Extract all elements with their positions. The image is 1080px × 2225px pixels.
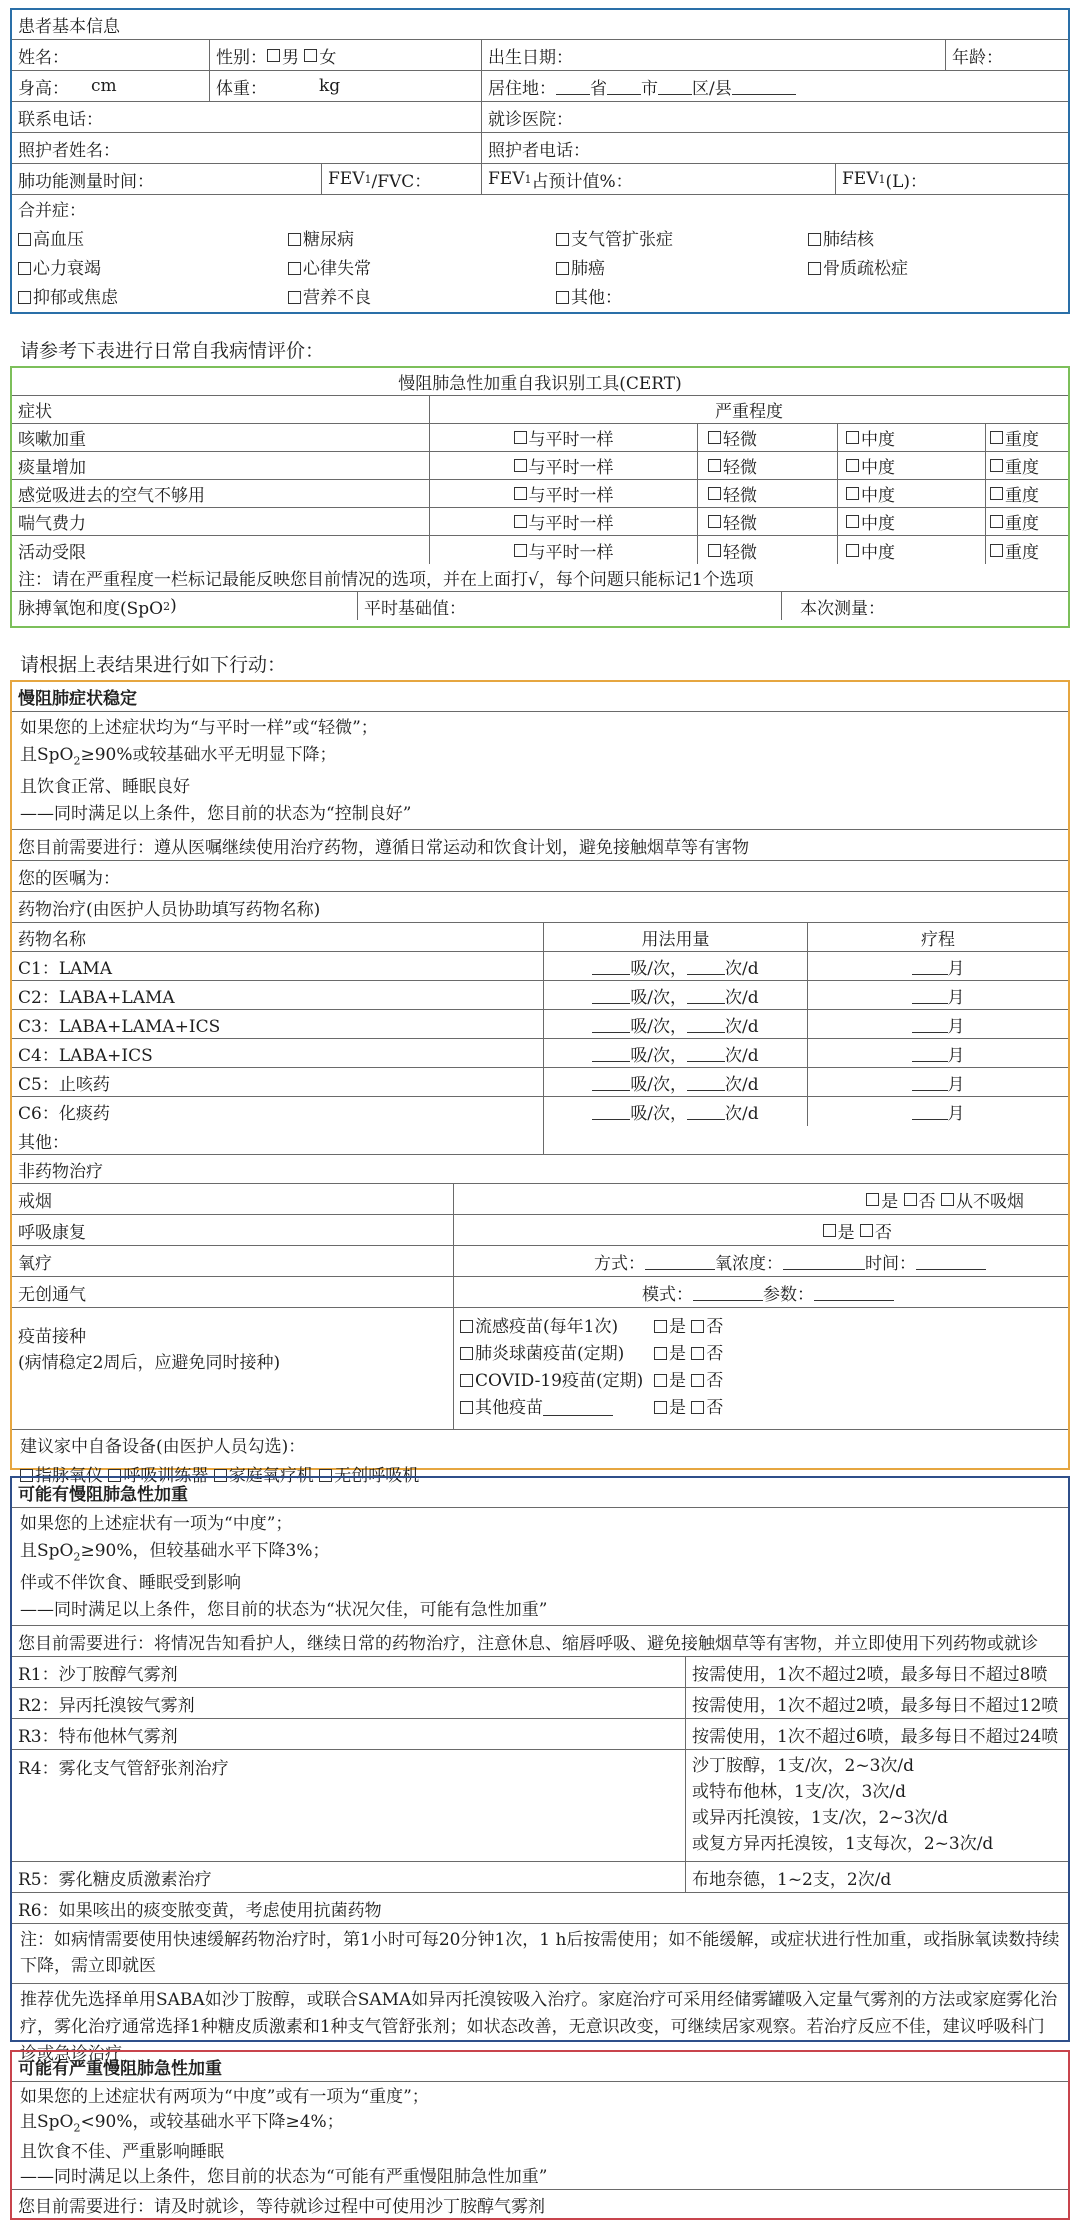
fev-pred-label: FEV <box>488 169 525 189</box>
mild-option[interactable] <box>698 424 838 451</box>
month-unit: 月 <box>947 958 965 979</box>
possible-cond4: ——同时满足以上条件，您目前的状态为“状况欠佳，可能有急性加重” <box>20 1600 548 1621</box>
equipment-title: 建议家中自备设备(由医护人员勾选)： <box>20 1437 306 1457</box>
vaccine-yes-label: 是 <box>669 1398 686 1418</box>
vaccine-note: (病情稳定2周后，应避免同时接种) <box>18 1353 281 1373</box>
moderate-option[interactable] <box>838 424 986 451</box>
mild-option[interactable] <box>698 536 838 564</box>
same-option[interactable] <box>430 508 698 535</box>
moderate-label: 中度 <box>861 514 895 534</box>
depression-option[interactable] <box>18 284 288 313</box>
symptom-name: 活动受限 <box>12 536 430 564</box>
tuberculosis-option[interactable] <box>808 226 874 255</box>
r4-usage <box>686 1750 1068 1861</box>
spo2-text: 脉搏氧饱和度(SpO <box>18 598 164 619</box>
vaccine-yes-checkbox[interactable] <box>654 1320 667 1333</box>
same-label: 与平时一样 <box>528 458 614 478</box>
severe-cond1: 如果您的上述症状有两项为“中度”或有一项为“重度”； <box>20 2087 429 2107</box>
smoke-yes-label: 是 <box>881 1191 899 1212</box>
drug-name: C1：LAMA <box>12 952 544 980</box>
gender-label: 性别： <box>216 47 267 68</box>
action-intro: 请根据上表结果进行如下行动： <box>20 654 287 676</box>
times-unit: 次/d <box>725 987 759 1008</box>
stable-conditions <box>12 712 1068 830</box>
puff-unit: 吸/次， <box>630 1016 688 1037</box>
severe-conditions <box>12 2082 1068 2190</box>
r5-drug: R5：雾化糖皮质激素治疗 <box>12 1862 686 1892</box>
possible-conditions <box>12 1508 1068 1626</box>
rehab-options <box>454 1215 1068 1245</box>
stable-cond2-b: ≥90%或较基础水平无明显下降； <box>80 745 337 765</box>
heart-failure-option[interactable] <box>18 255 288 284</box>
severe-option[interactable] <box>986 508 1068 535</box>
puff-unit: 吸/次， <box>630 1104 688 1124</box>
caregiver-phone-field[interactable]: 照护者电话： <box>488 140 590 161</box>
cert-note: 注：请在严重程度一栏标记最能反映您目前情况的选项，并在上面打√，每个问题只能标记1个选项 <box>18 570 754 590</box>
malnutrition-option[interactable] <box>288 284 556 313</box>
niv-fields[interactable] <box>454 1277 1068 1307</box>
possible-cond1: 如果您的上述症状有一项为“中度”； <box>20 1514 293 1534</box>
puff-unit: 吸/次， <box>630 1074 688 1095</box>
r4-usage-line: 或特布他林，1支/次，3次/d <box>692 1782 906 1802</box>
hospital-field[interactable]: 就诊医院： <box>488 109 573 130</box>
drug-row <box>12 1097 1068 1126</box>
female-label: 女 <box>319 47 337 68</box>
drug-row <box>12 952 1068 981</box>
times-unit: 次/d <box>725 958 759 979</box>
same-label: 与平时一样 <box>528 430 614 450</box>
symptom-name: 咳嗽加重 <box>12 424 430 451</box>
vaccine-no-checkbox[interactable] <box>691 1320 704 1333</box>
moderate-label: 中度 <box>861 430 895 450</box>
moderate-label: 中度 <box>861 542 895 563</box>
lung-cancer-label: 肺癌 <box>571 259 605 279</box>
stable-cond2-a: 且SpO <box>20 745 74 765</box>
times-unit: 次/d <box>725 1104 759 1124</box>
vaccine-no-checkbox[interactable] <box>691 1347 704 1360</box>
same-label: 与平时一样 <box>528 514 614 534</box>
male-checkbox[interactable] <box>267 49 280 62</box>
vaccine-yes-checkbox[interactable] <box>654 1374 667 1387</box>
vaccine-type-label: COVID-19疫苗(定期) <box>475 1371 644 1391</box>
lung-test-time-field[interactable]: 肺功能测量时间： <box>12 164 322 194</box>
vaccine-yes-checkbox[interactable] <box>654 1347 667 1360</box>
drug-name: C3：LABA+LAMA+ICS <box>12 1010 544 1038</box>
severe-label: 重度 <box>1005 486 1039 506</box>
possible-cond2-a: 且SpO <box>20 1541 74 1561</box>
depression-label: 抑郁或焦虑 <box>33 288 118 308</box>
stable-cond2 <box>20 742 1060 774</box>
fev-pred-field[interactable] <box>482 164 836 194</box>
niv-mode-label: 模式： <box>642 1284 693 1305</box>
fev-fvc-sub: 1 <box>364 172 372 186</box>
cert-row <box>12 536 1068 564</box>
vaccine-options <box>454 1308 1068 1429</box>
niv-params-label: 参数： <box>763 1284 814 1305</box>
severe-cond2-b: <90%，或较基础水平下降≥4%； <box>80 2112 344 2132</box>
possible-note: 注：如病情需要使用快速缓解药物治疗时，第1小时可每20分钟1次，1 h后按需使用；如不能缓解，或症状进行性加重，或指脉氧读数持续下降，需立即就医 <box>12 1924 1068 1984</box>
city-label: 市 <box>641 78 658 99</box>
moderate-option[interactable] <box>838 480 986 507</box>
drug-course-field[interactable] <box>808 952 1068 980</box>
severe-option[interactable] <box>986 480 1068 507</box>
r6-drug: R6：如果咳出的痰变脓变黄，考虑使用抗菌药物 <box>18 1900 382 1921</box>
r3-usage: 按需使用，1次不超过6喷，最多每日不超过24喷 <box>692 1726 1059 1747</box>
possible-title: 可能有慢阻肺急性加重 <box>18 1485 188 1505</box>
osteoporosis-label: 骨质疏松症 <box>823 259 908 279</box>
vaccine-yes-label: 是 <box>669 1344 686 1364</box>
r4-usage-line: 或异丙托溴铵，1支/次，2~3次/d <box>692 1808 949 1828</box>
heart-failure-label: 心力衰竭 <box>33 259 101 279</box>
district-label: 区/县 <box>692 78 732 99</box>
oxygen-conc-label: 氧浓度： <box>715 1253 783 1274</box>
vaccine-no-label: 否 <box>706 1317 724 1337</box>
vaccine-no-label: 否 <box>706 1371 724 1391</box>
malnutrition-label: 营养不良 <box>303 288 371 308</box>
severe-label: 重度 <box>1005 514 1039 534</box>
drug-usage-field[interactable] <box>544 981 808 1009</box>
breathing-trainer-label: 呼吸训练器 <box>123 1466 209 1486</box>
fev-fvc-label: FEV <box>328 169 365 189</box>
symptom-header: 症状 <box>12 396 430 423</box>
puff-unit: 吸/次， <box>630 958 688 979</box>
other-comorbidity-option[interactable] <box>556 284 622 313</box>
mild-label: 轻微 <box>723 458 757 478</box>
stable-cond4: ——同时满足以上条件，您目前的状态为“控制良好” <box>20 804 412 825</box>
spo2-current-field[interactable]: 本次测量： <box>800 598 885 619</box>
stable-cond3: 且饮食正常、睡眠良好 <box>20 777 190 798</box>
mild-option[interactable] <box>698 452 838 479</box>
drug-usage-field[interactable] <box>544 1010 808 1038</box>
gender-field[interactable] <box>210 40 482 70</box>
never-smoked-checkbox[interactable] <box>941 1193 954 1206</box>
vaccine-item <box>460 1314 1062 1341</box>
moderate-label: 中度 <box>861 458 895 478</box>
vaccine-type-label: 其他疫苗 <box>475 1398 543 1418</box>
vaccine-type-label: 流感疫苗(每年1次) <box>475 1317 619 1337</box>
diabetes-option[interactable] <box>288 226 556 255</box>
osteoporosis-option[interactable] <box>808 255 908 284</box>
vaccine-item <box>460 1341 1062 1368</box>
niv-label: 无创通气 <box>12 1277 454 1307</box>
month-unit: 月 <box>947 987 965 1008</box>
smoking-cessation-label: 戒烟 <box>12 1184 454 1214</box>
same-option[interactable] <box>430 452 698 479</box>
puff-unit: 吸/次， <box>630 1045 688 1066</box>
drug-name: C2：LABA+LAMA <box>12 981 544 1009</box>
province-label: 省 <box>590 78 607 99</box>
severe-label: 重度 <box>1005 430 1039 450</box>
smoking-options <box>454 1184 1068 1214</box>
vaccine-no-checkbox[interactable] <box>691 1401 704 1414</box>
drug-name-header: 药物名称 <box>12 923 544 951</box>
cert-row <box>12 424 1068 452</box>
possible-exacerbation-section <box>10 1476 1070 2064</box>
stable-title: 慢阻肺症状稳定 <box>18 689 137 709</box>
vaccine-type-option[interactable] <box>460 1368 654 1395</box>
fev-l-label-rest: (L)： <box>885 171 928 192</box>
vaccine-type-option[interactable] <box>460 1314 654 1341</box>
cert-row <box>12 480 1068 508</box>
moderate-label: 中度 <box>861 486 895 506</box>
weight-label: 体重： <box>216 78 267 99</box>
possible-cond2 <box>20 1538 1060 1570</box>
symptom-name: 喘气费力 <box>12 508 430 535</box>
rehab-yes-checkbox[interactable] <box>823 1224 836 1237</box>
severe-need: 您目前需要进行：请及时就诊，等待就诊过程中可使用沙丁胺醇气雾剂 <box>18 2196 545 2217</box>
r1-drug: R1：沙丁胺醇气雾剂 <box>12 1657 686 1687</box>
severe-label: 重度 <box>1005 458 1039 478</box>
symptom-name: 感觉吸进去的空气不够用 <box>12 480 430 507</box>
oxygen-time-label: 时间： <box>865 1253 916 1274</box>
drug-row <box>12 1039 1068 1068</box>
diabetes-label: 糖尿病 <box>303 230 354 250</box>
mild-option[interactable] <box>698 480 838 507</box>
possible-cond2-b: ≥90%，但较基础水平下降3%； <box>80 1541 330 1561</box>
drug-usage-field[interactable] <box>544 952 808 980</box>
same-option[interactable] <box>430 480 698 507</box>
spo2-sub: 2 <box>163 599 171 613</box>
weight-field[interactable] <box>210 71 482 101</box>
mild-label: 轻微 <box>723 542 757 563</box>
bronchiectasis-label: 支气管扩张症 <box>571 230 673 250</box>
fev-fvc-label-rest: /FVC： <box>371 171 432 192</box>
rehab-no-label: 否 <box>875 1222 892 1243</box>
stable-cond2-sub: 2 <box>73 754 81 768</box>
drug-usage-field[interactable] <box>544 1097 808 1126</box>
symptom-name: 痰量增加 <box>12 452 430 479</box>
mild-label: 轻微 <box>723 486 757 506</box>
drug-name: C4：LABA+ICS <box>12 1039 544 1067</box>
same-option[interactable] <box>430 536 698 564</box>
fev-pred-label-rest: 占预计值%： <box>531 171 633 192</box>
height-field[interactable] <box>12 71 210 101</box>
arrhythmia-option[interactable] <box>288 255 556 284</box>
nondrug-title: 非药物治疗 <box>18 1161 103 1182</box>
spo2-end: ) <box>170 596 177 616</box>
fev-fvc-field[interactable] <box>322 164 482 194</box>
hypertension-label: 高血压 <box>33 230 84 250</box>
oxygen-fields[interactable] <box>454 1246 1068 1276</box>
severe-cond4: ——同时满足以上条件，您目前的状态为“可能有严重慢阻肺急性加重” <box>20 2167 548 2188</box>
residence-field[interactable] <box>482 71 1068 101</box>
fev-l-sub: 1 <box>878 172 886 186</box>
times-unit: 次/d <box>725 1016 759 1037</box>
severity-header: 严重程度 <box>715 402 783 422</box>
possible-cond2-sub: 2 <box>73 1550 81 1564</box>
same-label: 与平时一样 <box>528 542 614 563</box>
same-option[interactable] <box>430 424 698 451</box>
r4-drug: R4：雾化支气管舒张剂治疗 <box>12 1750 686 1861</box>
drug-usage-field[interactable] <box>544 1039 808 1067</box>
tuberculosis-label: 肺结核 <box>823 230 874 250</box>
mild-label: 轻微 <box>723 514 757 534</box>
r1-usage: 按需使用，1次不超过2喷，最多每日不超过8喷 <box>692 1664 1048 1685</box>
stable-need: 您目前需要进行：遵从医嘱继续使用治疗药物，遵循日常运动和饮食计划，避免接触烟草等有害物 <box>18 837 749 858</box>
vaccine-item <box>460 1368 1062 1395</box>
rehab-no-checkbox[interactable] <box>860 1224 873 1237</box>
vaccine-item <box>460 1395 1062 1422</box>
home-oxygen-label: 家庭氧疗机 <box>228 1466 314 1486</box>
spo2-baseline-field[interactable]: 平时基础值： <box>358 592 782 620</box>
arrhythmia-label: 心律失常 <box>303 259 371 279</box>
times-unit: 次/d <box>725 1074 759 1095</box>
vaccine-label: 疫苗接种 <box>18 1327 86 1347</box>
vaccine-label-cell <box>12 1308 454 1429</box>
never-smoked-label: 从不吸烟 <box>956 1191 1024 1212</box>
possible-recommendation: 推荐优先选择单用SABA如沙丁胺醇，或联合SAMA如异丙托溴铵吸入治疗。家庭治疗可采用经储雾罐吸入定量气雾剂的方法或家庭雾化治疗，雾化治疗通常选择1种糖皮质激素和1种支气管舒张剂；如状态改善，无意识改变，可继续居家观察。若治疗反应不佳，建议呼吸科门诊或急诊治疗 <box>20 1990 1058 2064</box>
patient-info-title: 患者基本信息 <box>18 17 120 37</box>
month-unit: 月 <box>947 1074 965 1095</box>
severe-exacerbation-section <box>10 2050 1070 2220</box>
cert-intro: 请参考下表进行日常自我病情评价： <box>20 340 325 362</box>
usage-header: 用法用量 <box>544 923 808 951</box>
drug-therapy-title: 药物治疗(由医护人员协助填写药物名称) <box>18 899 321 920</box>
stable-advice[interactable]: 您的医嘱为： <box>18 868 120 889</box>
drug-row <box>12 1010 1068 1039</box>
vaccine-yes-label: 是 <box>669 1317 686 1337</box>
course-header: 疗程 <box>921 929 955 950</box>
r2-drug: R2：异丙托溴铵气雾剂 <box>12 1688 686 1718</box>
comorbidity-label: 合并症： <box>18 201 86 221</box>
drug-course-field[interactable] <box>808 981 1068 1009</box>
comorbidity-group <box>12 195 1068 315</box>
fev-l-field[interactable] <box>836 164 1068 194</box>
smoke-no-label: 否 <box>918 1191 936 1212</box>
vaccine-no-checkbox[interactable] <box>691 1374 704 1387</box>
phone-field[interactable]: 联系电话： <box>12 102 482 132</box>
vaccine-no-label: 否 <box>706 1344 724 1364</box>
drug-course-field[interactable] <box>808 1039 1068 1067</box>
severe-cond2-a: 且SpO <box>20 2112 74 2132</box>
drug-course-field[interactable] <box>808 1068 1068 1096</box>
drug-course-field[interactable] <box>808 1010 1068 1038</box>
drug-name: C6：化痰药 <box>12 1097 544 1126</box>
severe-label: 重度 <box>1005 542 1039 563</box>
cert-section <box>10 366 1070 628</box>
vaccine-no-label: 否 <box>706 1398 724 1418</box>
weight-unit: kg <box>319 76 341 96</box>
drug-usage-field[interactable] <box>544 1068 808 1096</box>
smoke-no-checkbox[interactable] <box>904 1193 917 1206</box>
drug-course-field[interactable] <box>808 1097 1068 1126</box>
other-drug-field[interactable]: 其他： <box>12 1126 544 1154</box>
cert-title: 慢阻肺急性加重自我识别工具(CERT) <box>398 374 682 394</box>
vaccine-type-option[interactable] <box>460 1395 654 1422</box>
hypertension-option[interactable] <box>18 226 288 255</box>
r4-usage-line: 沙丁胺醇，1支/次，2~3次/d <box>692 1756 915 1776</box>
severe-option[interactable] <box>986 536 1068 564</box>
severe-cond2 <box>20 2110 1060 2140</box>
female-checkbox[interactable] <box>304 49 317 62</box>
severe-cond2-sub: 2 <box>73 2121 81 2135</box>
moderate-option[interactable] <box>838 452 986 479</box>
possible-cond3: 伴或不伴饮食、睡眠受到影响 <box>20 1573 241 1594</box>
month-unit: 月 <box>947 1104 965 1124</box>
r2-usage: 按需使用，1次不超过2喷，最多每日不超过12喷 <box>692 1695 1059 1716</box>
drug-row <box>12 1068 1068 1097</box>
drug-row <box>12 981 1068 1010</box>
same-label: 与平时一样 <box>528 486 614 506</box>
stable-cond1: 如果您的上述症状均为“与平时一样”或“轻微”； <box>20 718 378 738</box>
cert-row <box>12 452 1068 480</box>
possible-need: 您目前需要进行：将情况告知看护人，继续日常的药物治疗，注意休息、缩唇呼吸、避免接触烟草等有害物，并立即使用下列药物或就诊 <box>18 1633 1038 1654</box>
male-label: 男 <box>282 47 299 68</box>
fev-pred-sub: 1 <box>524 172 532 186</box>
r4-usage-line: 或复方异丙托溴铵，1支每次，2~3次/d <box>692 1834 994 1854</box>
mild-label: 轻微 <box>723 430 757 450</box>
vaccine-type-label: 肺炎球菌疫苗(定期) <box>475 1344 625 1364</box>
month-unit: 月 <box>947 1045 965 1066</box>
bronchiectasis-option[interactable] <box>556 226 808 255</box>
residence-label: 居住地： <box>488 78 556 99</box>
drug-name: C5：止咳药 <box>12 1068 544 1096</box>
patient-info-section <box>10 8 1070 314</box>
height-label: 身高： <box>18 78 69 99</box>
dob-field[interactable]: 出生日期： <box>482 40 946 70</box>
vaccine-yes-label: 是 <box>669 1371 686 1391</box>
rehab-yes-label: 是 <box>837 1222 855 1243</box>
pulse-oximeter-label: 指脉氧仪 <box>35 1466 103 1486</box>
other-comorbidity-label: 其他： <box>571 288 622 308</box>
ventilator-label: 无创呼吸机 <box>334 1466 420 1486</box>
mild-option[interactable] <box>698 508 838 535</box>
severe-title: 可能有严重慢阻肺急性加重 <box>18 2059 222 2079</box>
oxygen-label: 氧疗 <box>12 1246 454 1276</box>
spo2-label <box>12 592 358 620</box>
severe-cond3: 且饮食不佳、严重影响睡眠 <box>20 2142 224 2163</box>
moderate-option[interactable] <box>838 536 986 564</box>
oxygen-mode-label: 方式： <box>594 1253 645 1274</box>
r3-drug: R3：特布他林气雾剂 <box>12 1719 686 1749</box>
smoke-yes-checkbox[interactable] <box>866 1193 879 1206</box>
height-unit: cm <box>91 76 117 96</box>
moderate-option[interactable] <box>838 508 986 535</box>
month-unit: 月 <box>947 1016 965 1037</box>
rehab-label: 呼吸康复 <box>12 1215 454 1245</box>
cert-row <box>12 508 1068 536</box>
fev-l-label: FEV <box>842 169 879 189</box>
name-field[interactable]: 姓名： <box>12 40 210 70</box>
severe-option[interactable] <box>986 452 1068 479</box>
puff-unit: 吸/次， <box>630 987 688 1008</box>
times-unit: 次/d <box>725 1045 759 1066</box>
vaccine-type-option[interactable] <box>460 1341 654 1368</box>
lung-cancer-option[interactable] <box>556 255 808 284</box>
age-field[interactable]: 年龄： <box>952 47 1003 68</box>
severe-option[interactable] <box>986 424 1068 451</box>
stable-section <box>10 680 1070 1486</box>
caregiver-name-field[interactable]: 照护者姓名： <box>12 133 482 163</box>
r5-usage: 布地奈德，1~2支，2次/d <box>692 1869 892 1890</box>
vaccine-yes-checkbox[interactable] <box>654 1401 667 1414</box>
